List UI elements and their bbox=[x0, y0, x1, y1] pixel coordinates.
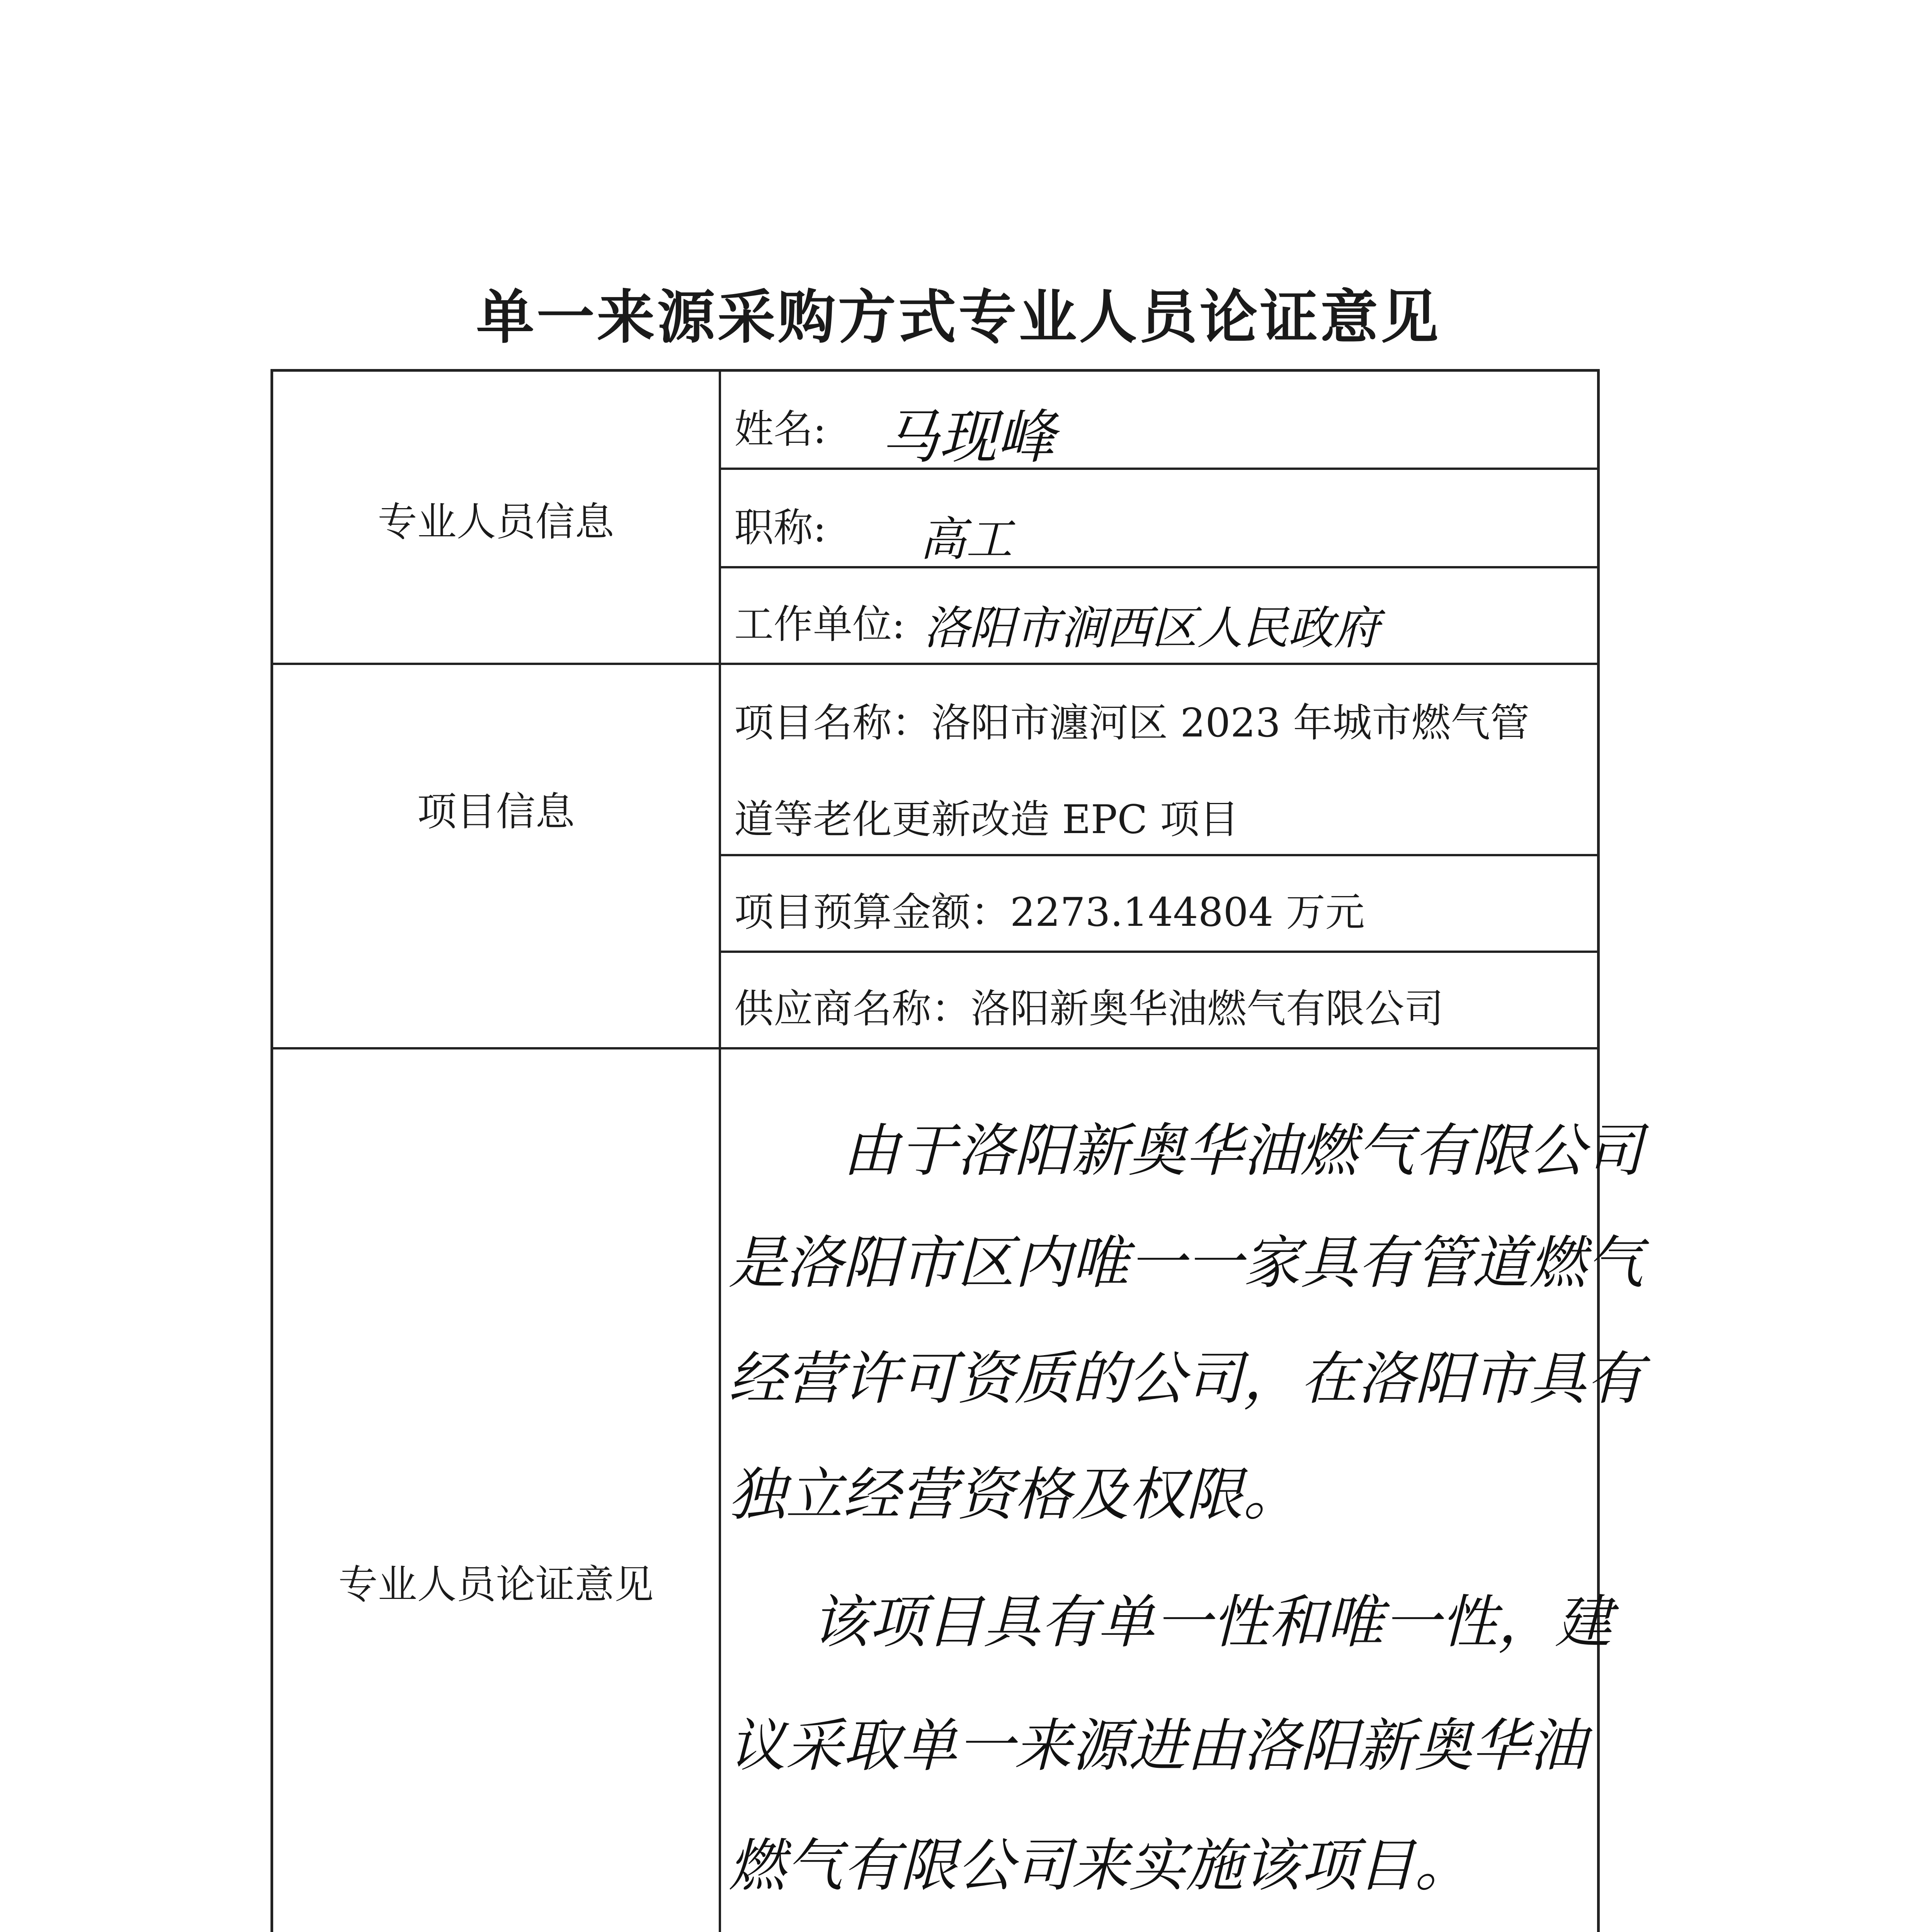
opinion-line: 燃气有限公司来实施该项目。 bbox=[728, 1832, 1472, 1899]
document-title: 单一来源采购方式专业人员论证意见 bbox=[476, 284, 1441, 351]
opinion-line: 独立经营资格及权限。 bbox=[728, 1461, 1300, 1528]
project-budget: 项目预算金额：2273.144804 万元 bbox=[734, 889, 1365, 935]
opinion-line: 是洛阳市区内唯一一家具有管道燃气 bbox=[728, 1230, 1643, 1296]
project-name-line1: 项目名称：洛阳市瀍河区 2023 年城市燃气管 bbox=[734, 700, 1530, 746]
column-divider bbox=[719, 369, 721, 1932]
name-handwritten: 马现峰 bbox=[881, 404, 1055, 471]
project-name-line2: 道等老化更新改造 EPC 项目 bbox=[734, 797, 1239, 843]
work-unit-label: 工作单位: bbox=[734, 602, 905, 648]
row-divider bbox=[719, 854, 1598, 856]
title-handwritten: 高工 bbox=[920, 513, 1012, 566]
table-border-top bbox=[270, 369, 1600, 372]
table-border-left bbox=[270, 369, 273, 1932]
title-label: 职称: bbox=[734, 505, 827, 551]
opinion-line: 议采取单一来源进由洛阳新奥华油 bbox=[728, 1713, 1586, 1779]
project-section-label: 项目信息 bbox=[417, 789, 575, 835]
section-divider bbox=[270, 1047, 1600, 1049]
name-label: 姓名: bbox=[734, 406, 827, 452]
row-divider bbox=[719, 951, 1598, 953]
opinion-line: 由于洛阳新奥华油燃气有限公司 bbox=[842, 1117, 1643, 1184]
row-divider bbox=[719, 468, 1598, 470]
personnel-section-label: 专业人员信息 bbox=[378, 499, 614, 545]
opinion-line: 该项目具有单一性和唯一性，建 bbox=[811, 1589, 1612, 1655]
row-divider bbox=[719, 566, 1598, 568]
opinion-section-label: 专业人员论证意见 bbox=[338, 1562, 654, 1608]
work-unit-handwritten: 洛阳市涧西区人民政府 bbox=[924, 601, 1380, 655]
opinion-line: 经营许可资质的公司，在洛阳市具有 bbox=[728, 1345, 1643, 1412]
section-divider bbox=[270, 663, 1600, 665]
supplier-name: 供应商名称：洛阳新奥华油燃气有限公司 bbox=[734, 986, 1444, 1032]
